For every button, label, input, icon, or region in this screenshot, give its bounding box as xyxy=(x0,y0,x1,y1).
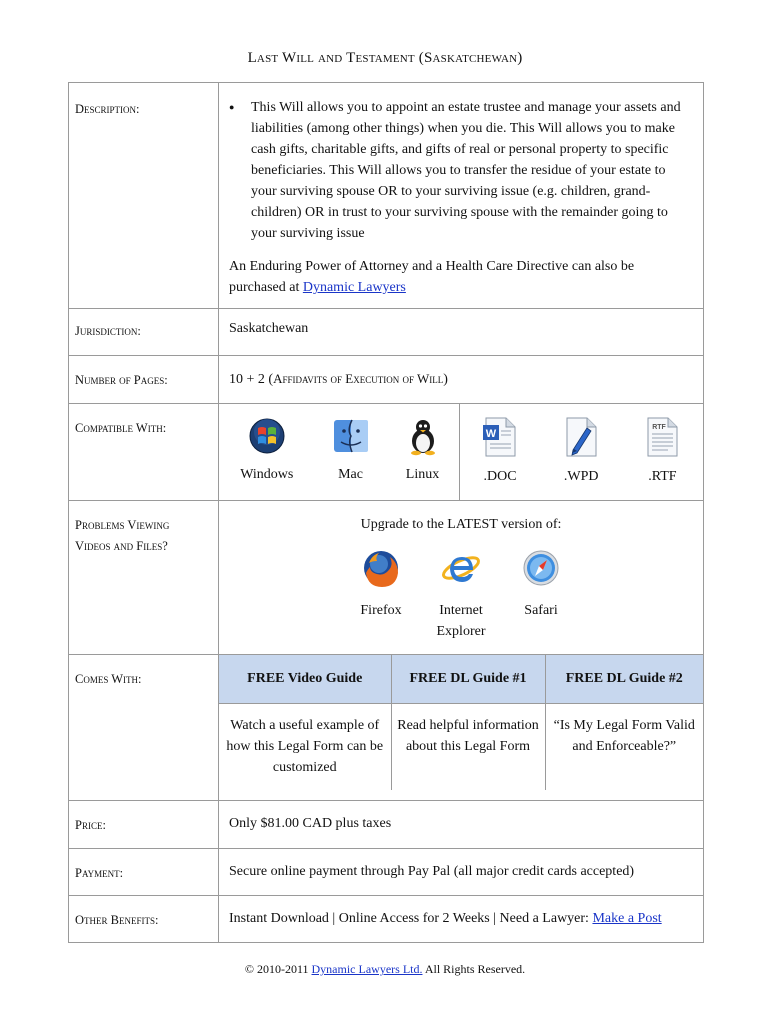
doc-label: .DOC xyxy=(483,469,517,484)
payment-row xyxy=(69,849,704,896)
pages-row xyxy=(69,356,704,404)
safari-icon xyxy=(520,547,562,589)
internet-explorer-icon xyxy=(440,547,482,589)
comes-with-label: Comes With: xyxy=(69,655,219,801)
description-extra: An Enduring Power of Attorney and a Health Care Directive can also be purchased at Dynamic Lawyers xyxy=(229,259,635,295)
compatible-row xyxy=(69,404,704,501)
comes-with-row xyxy=(69,655,704,801)
problems-row xyxy=(69,501,704,655)
document-title: Last Will and Testament (Saskatchewan) xyxy=(247,50,523,66)
description-label: Description: xyxy=(69,83,219,309)
windows-label: Windows xyxy=(240,467,294,482)
dl-guide-2-header: FREE DL Guide #2 xyxy=(545,655,703,703)
linux-penguin-icon xyxy=(403,416,443,456)
mac-finder-icon xyxy=(331,416,371,456)
description-list xyxy=(229,83,693,244)
rtf-doc-icon xyxy=(642,416,682,458)
jurisdiction-label: Jurisdiction: xyxy=(69,309,219,356)
rtf-label: .RTF xyxy=(648,469,677,484)
problems-label: Problems Viewing Videos and Files? xyxy=(69,501,219,655)
wordperfect-doc-icon xyxy=(561,416,601,458)
rtf-item xyxy=(622,404,703,485)
mac-item xyxy=(315,404,387,483)
payment-label: Payment: xyxy=(69,849,219,896)
upgrade-text: Upgrade to the LATEST version of: xyxy=(360,517,562,532)
benefits-value: Instant Download | Online Access for 2 Weeks | Need a Lawyer: Make a Post xyxy=(219,896,704,943)
windows-logo-icon xyxy=(247,416,287,456)
price-label: Price: xyxy=(69,801,219,849)
pages-label: Number of Pages: xyxy=(69,356,219,404)
video-guide-body: Watch a useful example of how this Legal Form can be customized xyxy=(219,703,391,790)
description-row xyxy=(69,83,704,309)
jurisdiction-row xyxy=(69,309,704,356)
internet-explorer-label: Internet Explorer xyxy=(436,603,486,639)
product-info-table xyxy=(68,82,704,943)
windows-item xyxy=(219,404,315,483)
dynamic-lawyers-ltd-link[interactable]: Dynamic Lawyers Ltd. xyxy=(311,962,423,976)
dynamic-lawyers-link[interactable]: Dynamic Lawyers xyxy=(302,280,406,295)
internet-explorer-item[interactable] xyxy=(421,547,501,642)
video-guide-header: FREE Video Guide xyxy=(219,655,391,703)
payment-value: Secure online payment through Pay Pal (all major credit cards accepted) xyxy=(219,849,704,896)
jurisdiction-value: Saskatchewan xyxy=(219,309,704,356)
price-value: Only $81.00 CAD plus taxes xyxy=(219,801,704,849)
dl-guide-1-body: Read helpful information about this Legal Form xyxy=(391,703,545,790)
safari-item[interactable] xyxy=(501,547,581,642)
wpd-label: .WPD xyxy=(563,469,599,484)
mac-label: Mac xyxy=(338,467,363,482)
svg-text:RTF: RTF xyxy=(652,424,667,431)
firefox-label: Firefox xyxy=(360,603,402,618)
firefox-item[interactable] xyxy=(341,547,421,642)
word-doc-icon xyxy=(480,416,520,458)
copyright-footer: © 2010-2011 Dynamic Lawyers Ltd. All Rights Reserved. xyxy=(244,962,526,976)
pages-value: 10 + 2 (Affidavits of Execution of Will) xyxy=(219,356,704,404)
linux-item xyxy=(387,404,459,483)
dl-guide-1-header: FREE DL Guide #1 xyxy=(391,655,545,703)
linux-label: Linux xyxy=(405,467,440,482)
wpd-item xyxy=(541,404,622,485)
dl-guide-2-body: “Is My Legal Form Valid and Enforceable?” xyxy=(553,717,695,754)
price-row xyxy=(69,801,704,849)
safari-label: Safari xyxy=(524,603,558,618)
firefox-icon xyxy=(360,547,402,589)
doc-item xyxy=(460,404,541,485)
benefits-label: Other Benefits: xyxy=(69,896,219,943)
svg-text:W: W xyxy=(485,428,497,440)
description-bullet: ● This Will allows you to appoint an estate trustee and manage your assets and liabilities (among other things) when you die. This Will allows you to make cash gifts, charitable gifts, and gifts of real or personal property to specific beneficiaries. This Will allows you to transfer the residue of your estate to your surviving spouse OR to your surviving issue (e.g. children, grand-children) OR in trust to your surviving spouse with the remainder going to your surviving issue xyxy=(229,97,693,244)
make-a-post-link[interactable]: Make a Post xyxy=(592,911,662,926)
compatible-label: Compatible With: xyxy=(69,404,219,501)
benefits-row xyxy=(69,896,704,943)
